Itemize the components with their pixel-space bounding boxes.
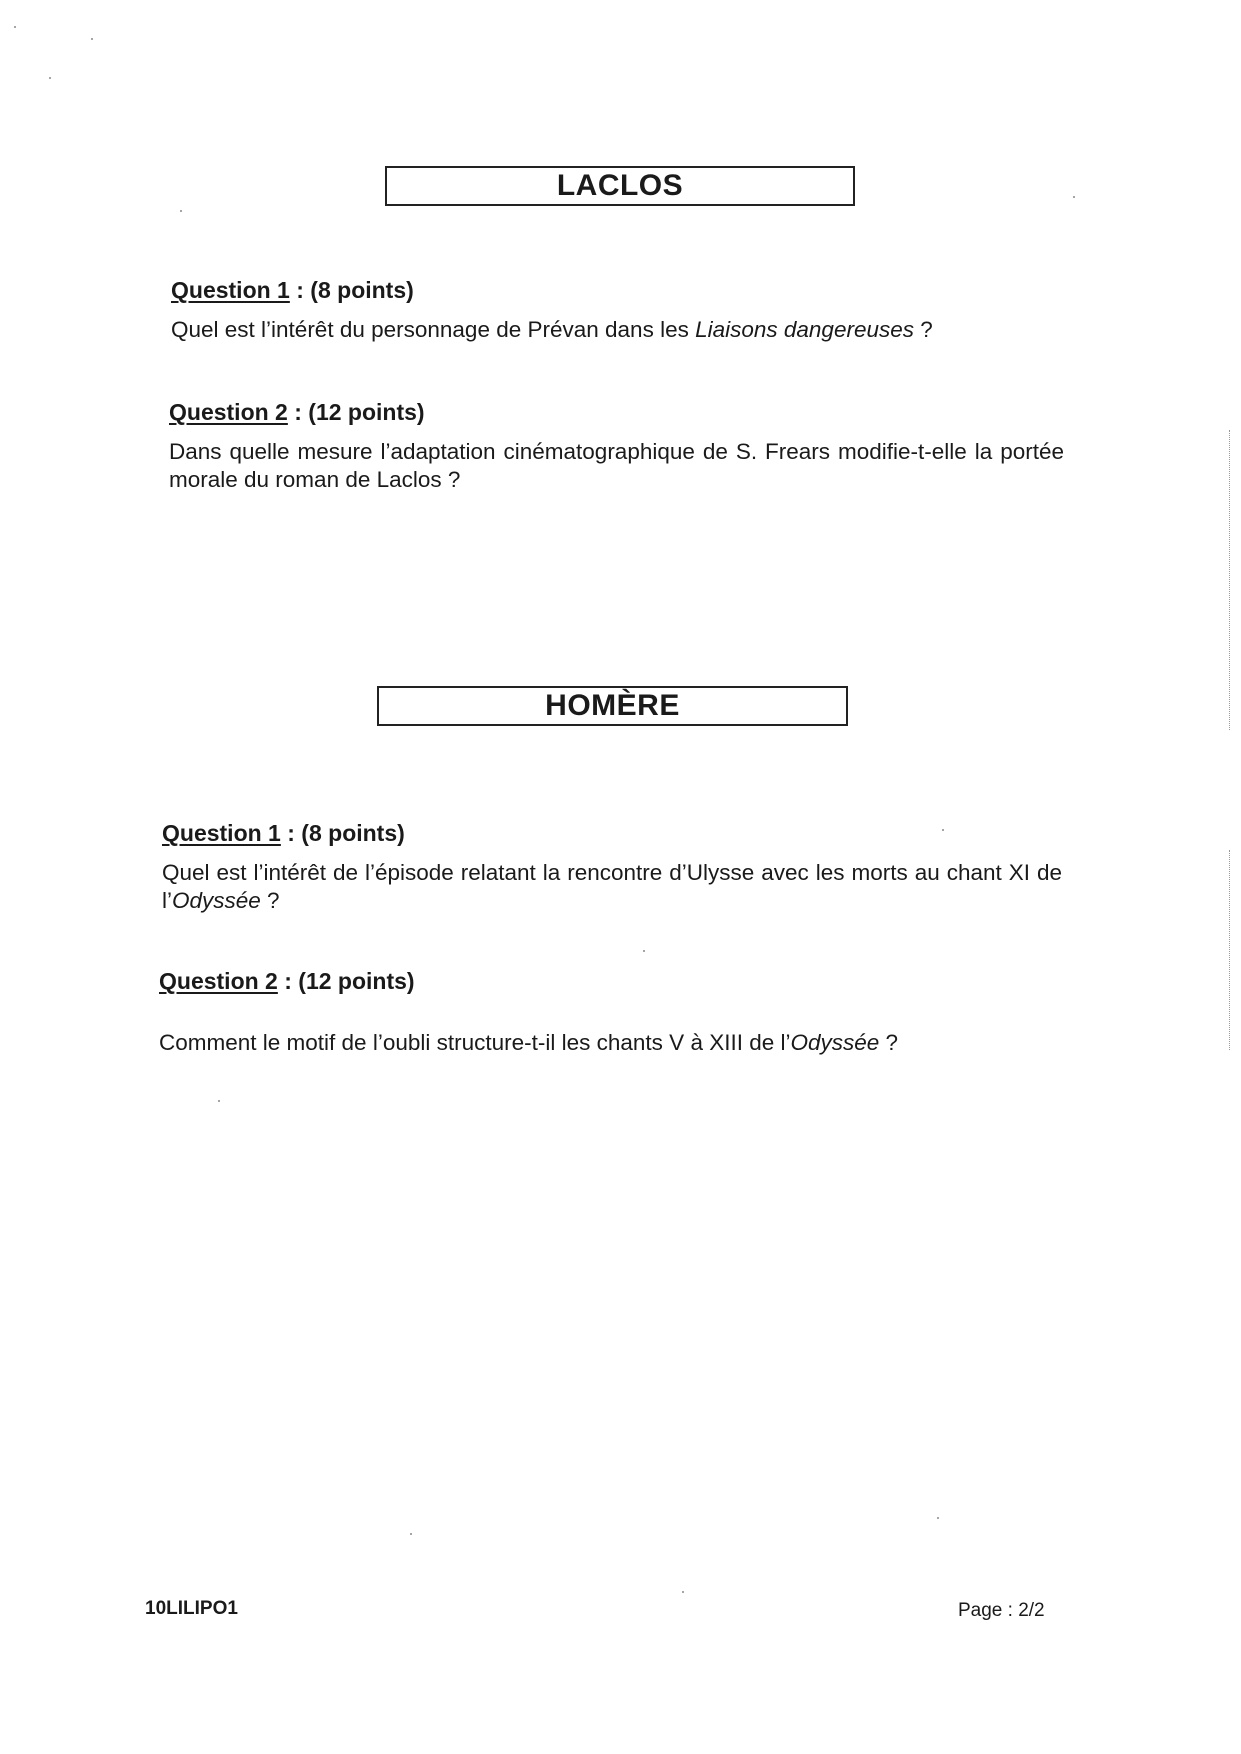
scan-speck [937, 1517, 939, 1519]
question-label: Question 1 [162, 820, 281, 846]
question-text [171, 316, 1071, 344]
work-title: Liaisons dangereuses [695, 317, 914, 342]
document-code: 10LILIPO1 [145, 1598, 238, 1619]
question-text-part: Comment le motif de l’oubli structure-t-il les chants V à XIII de l’ [159, 1030, 791, 1055]
question-block [171, 277, 1071, 344]
question-heading [171, 277, 1071, 304]
question-heading [169, 399, 1064, 426]
section-title: HOMÈRE [545, 689, 680, 722]
question-points: : (12 points) [287, 399, 425, 425]
question-text-part: ? [260, 888, 280, 913]
question-label: Question 2 [169, 399, 288, 425]
scan-edge-marks [1229, 850, 1231, 1050]
question-text-part: ? [914, 317, 933, 342]
page-number: Page : 2/2 [958, 1600, 1045, 1621]
scan-speck [682, 1591, 684, 1593]
question-label: Question 1 [171, 277, 290, 303]
scan-edge-marks [1229, 430, 1231, 730]
question-block [169, 399, 1064, 494]
question-text-part: Dans quelle mesure l’adaptation cinématographique de S. Frears modifie-t-elle la portée morale du roman de Laclos ? [169, 439, 1064, 492]
scan-speck [1073, 196, 1075, 198]
question-text-part: Quel est l’intérêt de l’épisode relatant la rencontre d’Ulysse avec les morts au chant XI de l’ [162, 860, 1062, 913]
question-text-part: Quel est l’intérêt du personnage de Prévan dans les [171, 317, 696, 342]
question-heading [162, 820, 1062, 847]
scan-speck [49, 77, 51, 79]
section-title-box-laclos [385, 166, 855, 206]
question-block [159, 968, 1059, 1057]
question-text [159, 1029, 1059, 1057]
section-title: LACLOS [556, 169, 684, 202]
scan-speck [942, 829, 944, 831]
section-title-box-homere [377, 686, 848, 726]
scan-speck [180, 210, 182, 212]
scan-speck [643, 950, 645, 952]
question-points: : (12 points) [277, 968, 415, 994]
scan-speck [410, 1533, 412, 1535]
question-heading [159, 968, 1059, 995]
question-points: : (8 points) [289, 277, 414, 303]
scan-speck [91, 38, 93, 40]
work-title: Odyssée [790, 1030, 880, 1055]
question-points: : (8 points) [280, 820, 405, 846]
question-text [162, 859, 1062, 915]
question-text [169, 438, 1064, 494]
question-block [162, 820, 1062, 915]
work-title: Odyssée [172, 888, 261, 913]
question-label: Question 2 [159, 968, 278, 994]
scan-speck [218, 1100, 220, 1102]
question-text-part: ? [879, 1030, 899, 1055]
scan-speck [14, 26, 16, 28]
